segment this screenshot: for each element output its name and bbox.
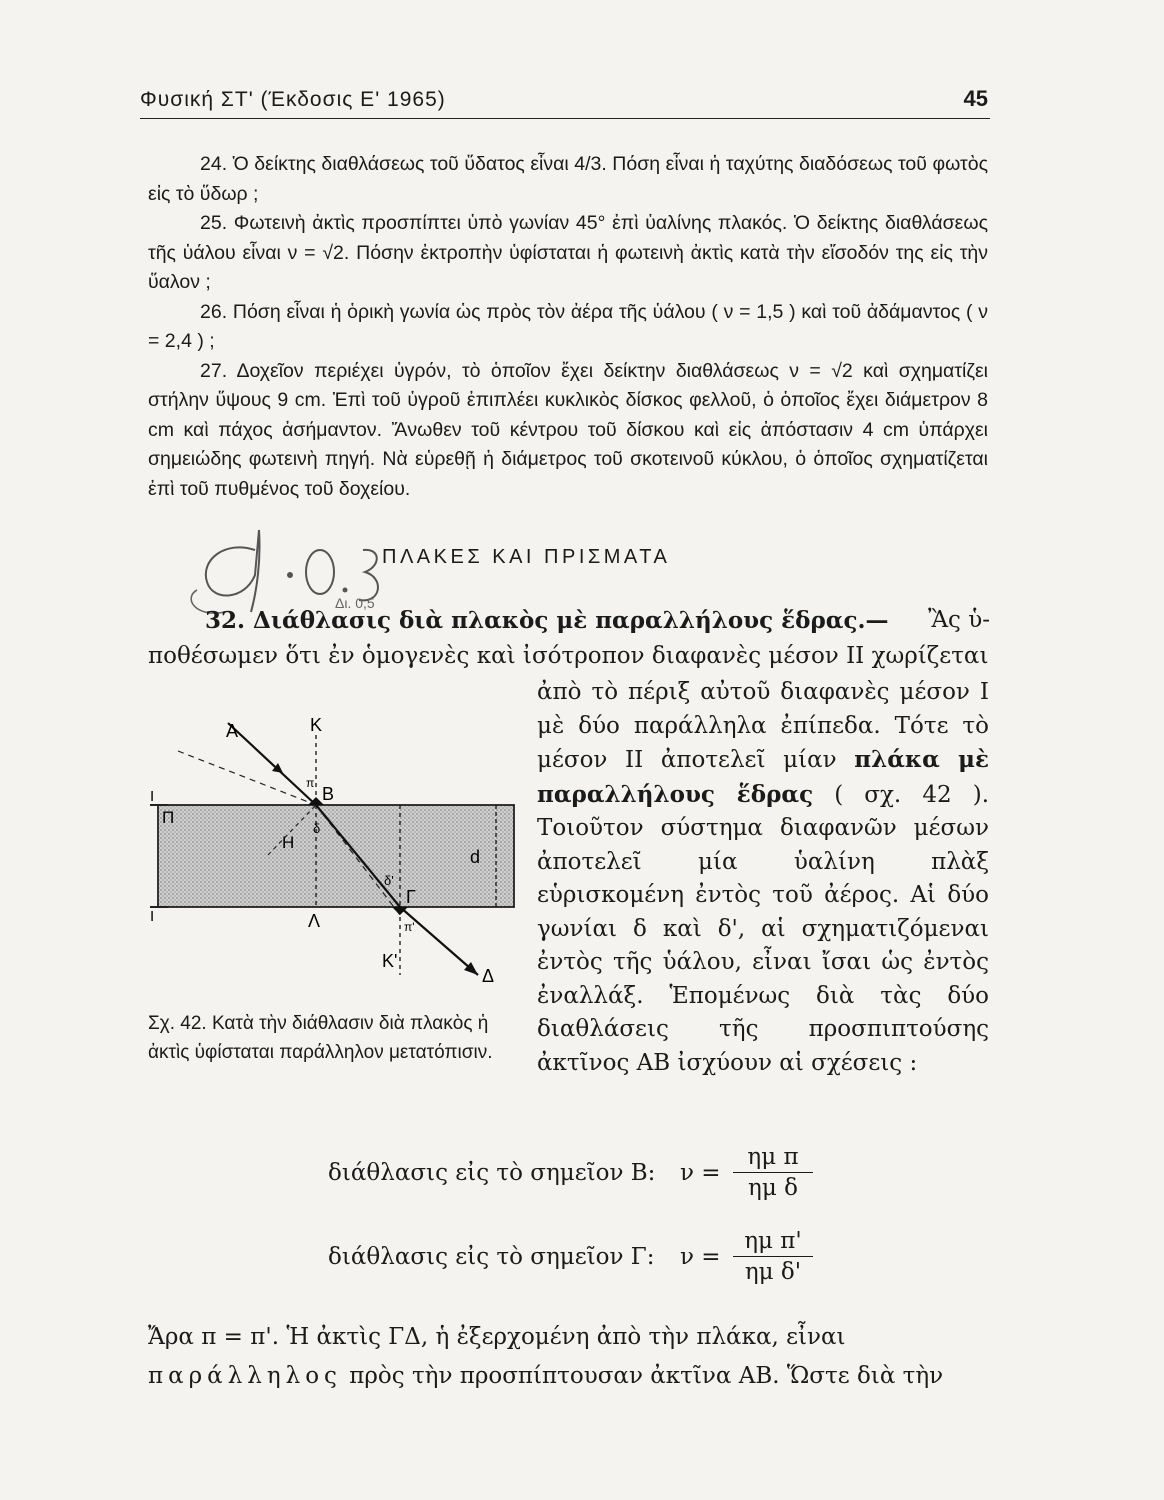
- problem-number: 26.: [200, 300, 228, 323]
- label-Lambda: Λ: [308, 911, 321, 931]
- glass-plate: [158, 805, 514, 907]
- problem-text: Ὁ δείκτης διαθλάσεως τοῦ ὕδατος εἶναι 4/3. Πόση εἶναι ἡ ταχύτης διαδόσεως τοῦ φωτὸς εἰς τὸ ὕδωρ ;: [148, 153, 988, 205]
- handwriting-text: Δι. 0,5: [335, 595, 375, 611]
- label-Delta: Δ: [482, 966, 495, 986]
- label-Gamma: Γ: [406, 887, 416, 907]
- label-pi-prime: π': [404, 920, 415, 934]
- problem-27: [148, 357, 988, 505]
- problem-number: 24.: [200, 153, 228, 175]
- problem-26: [148, 298, 988, 357]
- problem-text: Πόση εἶναι ἡ ὁρικὴ γωνία ὡς πρὸς τὸν ἀέρα τῆς ὑάλου ( ν = 1,5 ) καὶ τοῦ ἀδάμαντος ( ν = 2,4 ) ;: [148, 300, 988, 352]
- figure-caption: Σχ. 42. Κατὰ τὴν διάθλασιν διὰ πλακὸς ἡ ἀκτὶς ὑφίσταται παράλληλον μετατόπισιν.: [148, 1013, 493, 1063]
- label-B: Β: [322, 784, 335, 804]
- equation-lhs: ν =: [680, 1160, 721, 1186]
- label-Pi: Π: [162, 808, 175, 827]
- paragraph-body: [537, 676, 989, 1080]
- label-delta: δ: [313, 821, 321, 836]
- problem-text: Φωτεινὴ ἀκτὶς προσπίπτει ὑπὸ γωνίαν 45° ἐπὶ ὑαλίνης πλακός. Ὁ δείκτης διαθλάσεως τῆς ὑάλου εἶναι ν = √2. Πόσην ἐκτροπὴν ὑφίσταται ἡ φωτεινὴ ἀκτὶς κατὰ τὴν εἴσοδόν της εἰς τὴν ὕαλον ;: [148, 212, 988, 293]
- emergent-ray: [400, 907, 478, 975]
- problem-24: [148, 150, 988, 209]
- body-bold-term: πλάκα μὲ παραλλήλους ἕδρας: [537, 746, 989, 808]
- fraction-numerator: ημ π: [733, 1144, 813, 1173]
- fraction-denominator: ημ δ: [748, 1175, 798, 1201]
- equation-label: διάθλασις εἰς τὸ σημεῖον Β:: [328, 1160, 656, 1186]
- body-text-b: ( σχ. 42 ). Τοιοῦτον σύστημα διαφανῶν μέσων ἀποτελεῖ μία ὑαλίνη πλὰξ εὑρισκομένη ἐντὸς τοῦ ἀέρος. Αἱ δύο γωνίαι δ καὶ δ', αἱ σχηματιζόμεναι ἐντὸς τῆς ὑάλου, εἶναι ἴσαι ὡς ἐντὸς ἐναλλάξ. Ἑπομένως διὰ τὰς δύο διαθλάσεις τῆς προσπιπτούσης ἀκτῖνος ΑΒ ἰσχύουν αἱ σχέσεις :: [537, 781, 990, 1076]
- body-text-a: ἀπὸ τὸ πέριξ αὐτοῦ διαφανὲς μέσον Ι μὲ δύο παράλληλα ἐπίπεδα. Τότε τὸ μέσον ΙΙ ἀποτελεῖ μίαν: [537, 679, 989, 773]
- equation-fraction: [733, 1144, 813, 1201]
- label-I-top: Ι: [150, 788, 155, 805]
- page-number: 45: [963, 86, 988, 111]
- problem-text: Δοχεῖον περιέχει ὑγρόν, τὸ ὁποῖον ἔχει δείκτην διαθλάσεως ν = √2 καὶ σχηματίζει στήλην ὕψους 9 cm. Ἐπὶ τοῦ ὑγροῦ ἐπιπλέει κυκλικὸς δίσκος φελλοῦ, ὁ ὁποῖος ἔχει διάμετρον 8 cm καὶ πάχος ἀσήμαντον. Ἄνωθεν τοῦ κέντρου τοῦ δίσκου καὶ εἰς ἀπόστασιν 4 cm ὑπάρχει σημειώδης φωτεινὴ πηγή. Νὰ εὑρεθῇ ἡ διάμετρος τοῦ σκοτεινοῦ κύκλου, ὁ ὁποῖος σχηματίζεται ἐπὶ τοῦ πυθμένος τοῦ δοχείου.: [148, 359, 988, 500]
- incident-ray: [228, 723, 316, 805]
- paragraph-heading: 32. Διάθλασις διὰ πλακὸς μὲ παραλλήλους ἕδρας.—: [205, 607, 889, 634]
- equation-label: διάθλασις εἰς τὸ σημεῖον Γ:: [328, 1244, 655, 1270]
- final-line-1: Ἄρα π = π'. Ἡ ἀκτὶς ΓΔ, ἡ ἐξερχομένη ἀπὸ τὴν πλάκα, εἶναι: [148, 1324, 846, 1350]
- fraction-numerator: ημ π': [733, 1228, 813, 1257]
- problem-25: [148, 209, 988, 298]
- paragraph-line2: ποθέσωμεν ὅτι ἐν ὁμογενὲς καὶ ἰσότροπον διαφανὲς μέσον ΙΙ χωρίζεται: [148, 643, 989, 669]
- label-K-prime: Κ': [382, 951, 398, 971]
- label-d: d: [470, 847, 481, 867]
- paragraph-heading-line: [205, 604, 990, 638]
- figure-42: [148, 705, 528, 995]
- fraction-denominator: ημ δ': [744, 1259, 802, 1285]
- problem-number: 25.: [200, 212, 228, 234]
- label-pi: π: [306, 776, 315, 790]
- problem-number: 27.: [200, 359, 228, 382]
- spaced-word: παράλληλος: [148, 1363, 342, 1389]
- problem-list: [148, 150, 988, 504]
- label-A: Α: [226, 721, 239, 741]
- header-title: Φυσική ΣΤ' (Έκδοσις Ε' 1965): [140, 88, 446, 111]
- final-paragraph: [148, 1318, 990, 1396]
- label-delta-prime: δ': [384, 873, 394, 888]
- running-header: [140, 88, 990, 119]
- label-I-bottom: Ι: [150, 908, 155, 925]
- label-H: Η: [282, 833, 295, 852]
- section-title: ΠΛΑΚΕΣ ΚΑΙ ΠΡΙΣΜΑΤΑ: [382, 546, 671, 568]
- label-K: Κ: [310, 715, 323, 735]
- equation-fraction: [733, 1228, 813, 1285]
- equation-lhs: ν =: [680, 1244, 721, 1270]
- paragraph-start: Ἂς ὑ-: [928, 607, 990, 633]
- final-line-2: πρὸς τὴν προσπίπτουσαν ἀκτῖνα ΑΒ. Ὥστε διὰ τὴν: [349, 1363, 944, 1389]
